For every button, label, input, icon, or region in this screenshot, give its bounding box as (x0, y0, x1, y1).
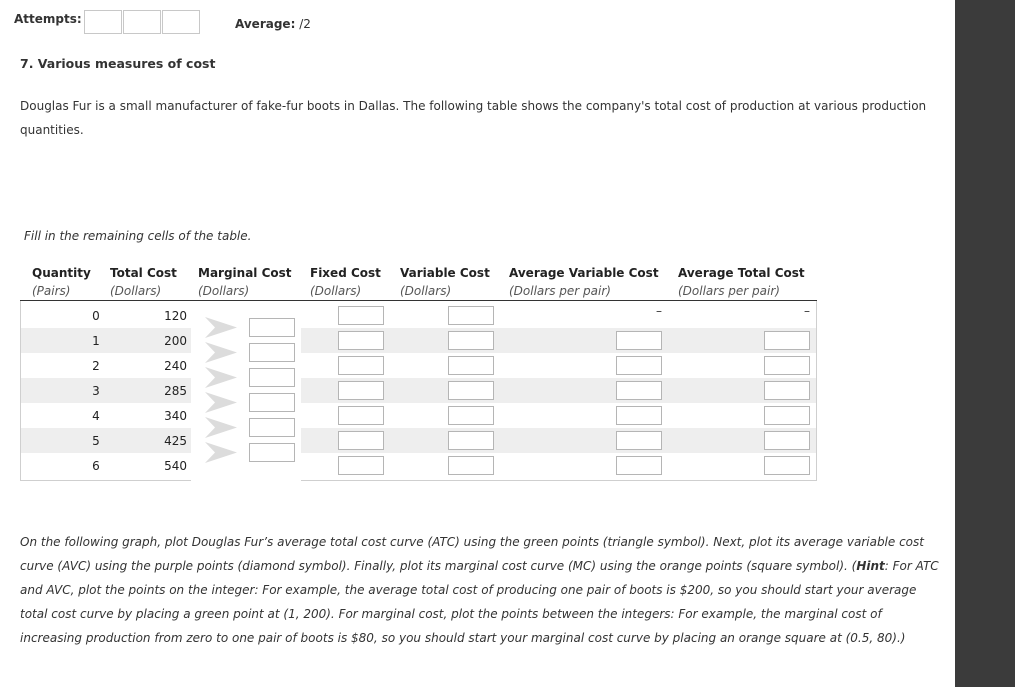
col-title: Variable Cost (400, 266, 490, 280)
col-title: Marginal Cost (198, 266, 292, 280)
chevron-right-icon (203, 365, 239, 390)
chevron-right-icon (203, 390, 239, 415)
quantity-cell: 1 (92, 334, 100, 348)
chevron-right-icon (203, 415, 239, 440)
col-total-cost (110, 264, 177, 300)
total-cost-cell: 425 (164, 434, 187, 448)
average-label: Average: (235, 17, 296, 31)
fixed-cost-input[interactable] (338, 331, 384, 350)
table-body (20, 301, 817, 481)
col-unit: (Dollars) (310, 284, 362, 298)
table-row (21, 453, 816, 478)
table-row (21, 378, 816, 403)
col-unit: (Dollars) (198, 284, 250, 298)
fixed-cost-input[interactable] (338, 431, 384, 450)
table-row (21, 428, 816, 453)
col-variable-cost (400, 264, 490, 300)
atc-input[interactable] (764, 356, 810, 375)
variable-cost-input[interactable] (448, 331, 494, 350)
atc-input[interactable] (764, 431, 810, 450)
average-value: /2 (299, 17, 311, 31)
atc-input[interactable] (764, 406, 810, 425)
cost-table (20, 262, 817, 481)
atc-na-dash: – (804, 304, 810, 318)
marginal-cost-input[interactable] (249, 368, 295, 387)
table-row (21, 353, 816, 378)
quantity-cell: 5 (92, 434, 100, 448)
variable-cost-input[interactable] (448, 406, 494, 425)
attempts-label: Attempts: (14, 12, 82, 26)
col-marginal-cost (198, 264, 292, 300)
attempt-box (162, 10, 200, 34)
instructions-text: On the following graph, plot Douglas Fur’s average total cost curve (ATC) using the green points (triangle symbol). Next, plot its average variable cost curve (AVC) using the purple points (diamond symbol). Finally, plot its marginal cost curve (MC) using the orange points (square symbol). (20, 535, 924, 573)
question-title: 7. Various measures of cost (20, 56, 216, 71)
table-row (21, 403, 816, 428)
atc-input[interactable] (764, 456, 810, 475)
table-row (21, 303, 816, 328)
table-row (21, 328, 816, 353)
col-unit: (Pairs) (32, 284, 71, 298)
quantity-cell: 3 (92, 384, 100, 398)
avc-input[interactable] (616, 406, 662, 425)
hint-label: Hint (856, 559, 885, 573)
average-score (235, 17, 311, 31)
quantity-cell: 6 (92, 459, 100, 473)
chevron-right-icon (203, 440, 239, 465)
variable-cost-input[interactable] (448, 456, 494, 475)
attempt-box (84, 10, 122, 34)
total-cost-cell: 240 (164, 359, 187, 373)
total-cost-cell: 120 (164, 309, 187, 323)
avc-input[interactable] (616, 331, 662, 350)
marginal-cost-input[interactable] (249, 418, 295, 437)
avc-input[interactable] (616, 381, 662, 400)
col-quantity (32, 264, 91, 300)
col-unit: (Dollars per pair) (678, 284, 780, 298)
quantity-cell: 4 (92, 409, 100, 423)
total-cost-cell: 540 (164, 459, 187, 473)
col-title: Average Variable Cost (509, 266, 659, 280)
marginal-cost-input[interactable] (249, 393, 295, 412)
marginal-cost-column (191, 301, 301, 481)
table-header (20, 262, 817, 301)
total-cost-cell: 200 (164, 334, 187, 348)
fill-instruction: Fill in the remaining cells of the table. (24, 229, 252, 243)
atc-input[interactable] (764, 331, 810, 350)
total-cost-cell: 285 (164, 384, 187, 398)
attempt-box (123, 10, 161, 34)
col-title: Total Cost (110, 266, 177, 280)
attempt-indicators (84, 10, 201, 34)
col-title: Fixed Cost (310, 266, 381, 280)
question-intro: Douglas Fur is a small manufacturer of fake-fur boots in Dallas. The following table shows the company's total cost of production at various production quantities. (20, 99, 927, 137)
col-unit: (Dollars) (110, 284, 162, 298)
fixed-cost-input[interactable] (338, 356, 384, 375)
variable-cost-input[interactable] (448, 381, 494, 400)
fixed-cost-input[interactable] (338, 306, 384, 325)
graph-instructions: On the following graph, plot Douglas Fur’s average total cost curve (ATC) using the green points (triangle symbol). Next, plot its average variable cost curve (AVC) using the purple points (diamond symbol). Finally, plot its marginal cost curve (MC) using the orange points (square symbol). (Hint: For ATC and AVC, plot the points on the integer: For example, the average total cost of producing one pair of boots is $200, so you should start your average total cost curve by placing a green point at (1, 200). For marginal cost, plot the points between the integers: For example, the marginal cost of increasing production from zero to one pair of boots is $80, so you should start your marginal cost curve by placing an orange square at (0.5, 80).) (20, 535, 939, 645)
marginal-cost-input[interactable] (249, 343, 295, 362)
marginal-cost-input[interactable] (249, 443, 295, 462)
chevron-right-icon (203, 340, 239, 365)
chevron-right-icon (203, 315, 239, 340)
avc-input[interactable] (616, 356, 662, 375)
col-average-total-cost (678, 264, 805, 300)
atc-input[interactable] (764, 381, 810, 400)
variable-cost-input[interactable] (448, 356, 494, 375)
hint-text: : For ATC and AVC, plot the points on the integer: For example, the average total cost of producing one pair of boots is $200, so you should start your average total cost curve by placing a green point at (1, 200). For marginal cost, plot the points between the integers: For example, the marginal cost of increasing production from zero to one pair of boots is $80, so you should start your marginal cost curve by placing an orange square at (0.5, 80).) (20, 559, 939, 645)
fixed-cost-input[interactable] (338, 381, 384, 400)
col-average-variable-cost (509, 264, 659, 300)
total-cost-cell: 340 (164, 409, 187, 423)
avc-input[interactable] (616, 431, 662, 450)
marginal-cost-input[interactable] (249, 318, 295, 337)
fixed-cost-input[interactable] (338, 406, 384, 425)
avc-na-dash: – (656, 304, 662, 318)
col-unit: (Dollars) (400, 284, 452, 298)
variable-cost-input[interactable] (448, 306, 494, 325)
col-title: Quantity (32, 266, 91, 280)
right-sidebar (955, 0, 1015, 687)
fixed-cost-input[interactable] (338, 456, 384, 475)
col-title: Average Total Cost (678, 266, 805, 280)
col-fixed-cost (310, 264, 381, 300)
quantity-cell: 0 (92, 309, 100, 323)
variable-cost-input[interactable] (448, 431, 494, 450)
avc-input[interactable] (616, 456, 662, 475)
col-unit: (Dollars per pair) (509, 284, 611, 298)
quantity-cell: 2 (92, 359, 100, 373)
